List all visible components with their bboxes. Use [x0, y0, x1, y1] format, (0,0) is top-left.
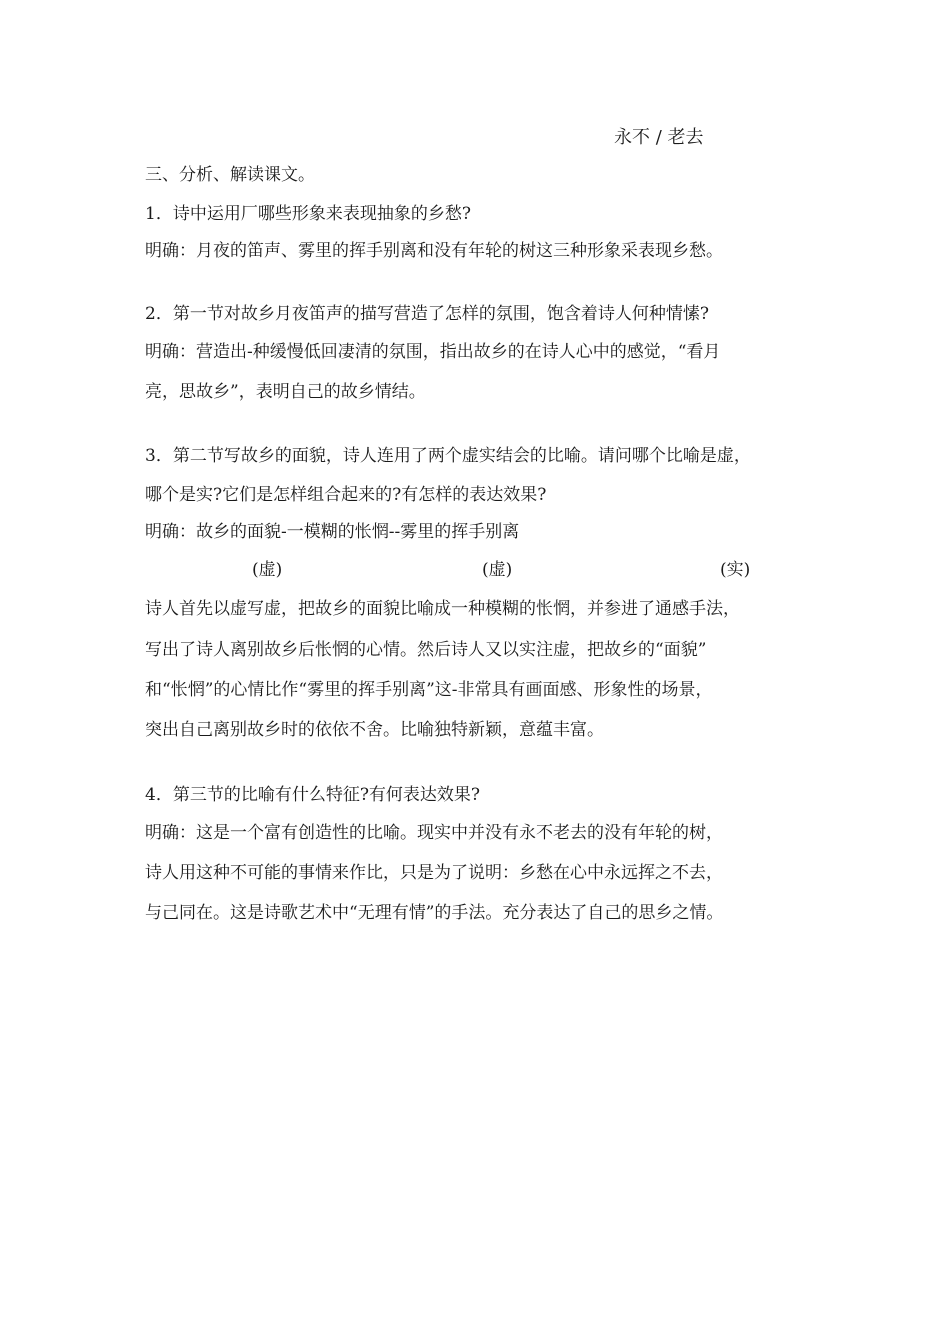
question-1: 1．诗中运用厂哪些形象来表现抽象的乡愁?	[145, 204, 471, 224]
explain-3-line-2: 写出了诗人离别故乡后怅惘的心情。然后诗人又以实注虚，把故乡的“面貌”	[145, 640, 707, 660]
tag-virtual-1: (虚)	[252, 560, 283, 580]
explain-3-line-1: 诗人首先以虚写虚，把故乡的面貌比喻成一种模糊的怅惘，并参进了通感手法，	[145, 599, 740, 619]
answer-1: 明确：月夜的笛声、雾里的挥手别离和没有年轮的树这三种形象采表现乡愁。	[145, 241, 723, 261]
question-4: 4．第三节的比喻有什么特征?有何表达效果?	[145, 785, 481, 805]
answer-2-line-2: 亮，思故乡”，表明自己的故乡情结。	[145, 382, 426, 402]
answer-2-line-1: 明确：营造出-种缓慢低回凄清的氛围，指出故乡的在诗人心中的感觉，“看月	[145, 342, 721, 362]
answer-4-line-2: 诗人用这种不可能的事情来作比，只是为了说明：乡愁在心中永远挥之不去，	[145, 863, 723, 883]
question-3-line-1: 3．第二节写故乡的面貌，诗人连用了两个虚实结会的比喻。请问哪个比喻是虚，	[145, 446, 751, 466]
answer-4-line-1: 明确：这是一个富有创造性的比喻。现实中并没有永不老去的没有年轮的树，	[145, 823, 723, 843]
explain-3-line-3: 和“怅惘”的心情比作“雾里的挥手别离”这-非常具有画面感、形象性的场景，	[145, 680, 713, 700]
answer-4-line-3: 与己同在。这是诗歌艺术中“无理有情”的手法。充分表达了自己的思乡之情。	[145, 903, 724, 923]
question-2: 2．第一节对故乡月夜笛声的描写营造了怎样的氛围，饱含着诗人何种情愫?	[145, 304, 709, 324]
answer-3-line-1: 明确：故乡的面貌-一模糊的怅惘--雾里的挥手别离	[145, 522, 520, 542]
question-3-line-2: 哪个是实?它们是怎样组合起来的?有怎样的表达效果?	[145, 485, 547, 505]
verse-tail: 永不 / 老去	[614, 127, 704, 148]
explain-3-line-4: 突出自己离别故乡时的依依不舍。比喻独特新颖，意蕴丰富。	[145, 720, 604, 740]
tag-real: (实)	[720, 560, 751, 580]
tag-virtual-2: (虚)	[482, 560, 513, 580]
section-title: 三、分析、解读课文。	[145, 165, 315, 185]
